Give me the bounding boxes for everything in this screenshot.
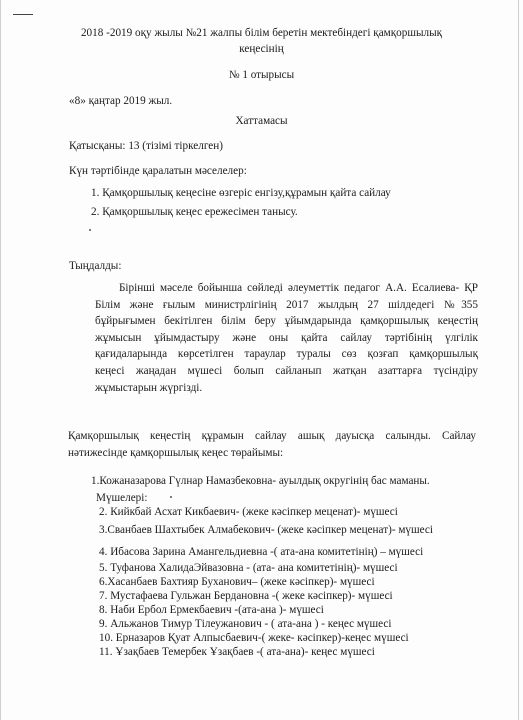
member-item: 10. Ерназаров Қуат Алпысбаевич-( жеке- кәсіпкер)-кеңес мүшесі bbox=[99, 632, 409, 644]
listened-heading: Тыңдалды: bbox=[69, 260, 122, 272]
stray-mark bbox=[170, 496, 172, 498]
agenda-heading: Күн тәртібінде қаралатын мәселелер: bbox=[69, 165, 247, 177]
paragraph-line: Білім және ғылым министрлігінің 2017 жылдың 27 шілдедегі №355 bbox=[95, 298, 478, 311]
listened-paragraph bbox=[95, 280, 478, 396]
paragraph-line: қағидаларында көрсетілген тараулар туралы сөз қозғап қамқоршылық bbox=[95, 348, 478, 361]
header-line-2: кеңесінің bbox=[239, 43, 284, 55]
document-date: «8» қаңтар 2019 жыл. bbox=[69, 95, 173, 107]
attendance-line: Қатысқаны: 13 (тізімі тіркелген) bbox=[69, 140, 223, 152]
document-title: Хаттамасы bbox=[235, 115, 288, 127]
scan-right-edge bbox=[518, 0, 519, 720]
paragraph-line: нәтижесінде қамқоршылық кеңес төрайымы: bbox=[68, 447, 284, 459]
session-number: № 1 отырысы bbox=[228, 69, 295, 81]
election-paragraph bbox=[68, 428, 476, 462]
paragraph-line: кеңесі жаңадан мүшесі болып сайланып жатқан азаттарға түсіндіру bbox=[95, 364, 478, 377]
paragraph-line: Қамқоршылық кеңестің құрамын сайлау ашық дауысқа салынды. Сайлау bbox=[68, 430, 476, 442]
member-item: 9. Альжанов Тимур Тілеужанович - ( ата-ана ) - кеңес мүшесі bbox=[99, 618, 392, 630]
members-label: Мүшелері: bbox=[96, 492, 148, 504]
agenda-item: 1. Қамқоршылық кеңесіне өзгеріс енгізу,құрамын қайта сайлау bbox=[91, 187, 391, 199]
member-item: 3.Сванбаев Шахтыбек Алмабекович- (жеке кәсіпкер меценат)- мүшесі bbox=[99, 524, 433, 536]
chair-line: 1.Кожаназарова Гүлнар Намазбековна- ауылдық округінің бас маманы. bbox=[91, 475, 430, 487]
paragraph-line: жұмыстарын жүргізді. bbox=[95, 381, 203, 394]
paragraph-line: бұйрығымен бекітілген білім беру ұйымдарында қамқоршылық кеңестің bbox=[95, 315, 478, 328]
member-item: 2. Кийкбай Асхат Кикбаевич- (жеке кәсіпкер меценат)- мүшесі bbox=[99, 506, 398, 518]
member-item: 11. Ұзақбаев Темербек Ұзақбаев -( ата-ана)- кеңес мүшесі bbox=[99, 646, 375, 658]
stray-mark bbox=[89, 229, 91, 231]
member-item: 5. Туфанова ХалидаЭйвазовна - (ата- ана комитетінің)- мүшесі bbox=[99, 562, 398, 574]
member-item: 4. Ибасова Зарина Амангельдиевна -( ата-ана комитетінің) – мүшесі bbox=[99, 546, 424, 558]
member-item: 7. Мустафаева Гульжан Бердановна -( жеке кәсіпкер)- мүшесі bbox=[99, 590, 393, 602]
scan-mark bbox=[13, 14, 33, 15]
scan-left-edge bbox=[0, 0, 1, 720]
header-line-1: 2018 -2019 оқу жылы №21 жалпы білім беретін мектебіндегі қамқоршылық bbox=[80, 27, 443, 39]
paragraph-line: Бірінші мәселе бойынша сөйледі әлеуметтік педагог А.А. Есалиева- ҚР bbox=[119, 282, 478, 294]
member-item: 6.Хасанбаев Бахтияр Буханович– (жеке кәсіпкер)- мүшесі bbox=[99, 576, 375, 588]
member-item: 8. Наби Ербол Ермекбаевич -(ата-ана )- мүшесі bbox=[99, 604, 324, 616]
paragraph-line: жұмысын ұйымдастыру және оны қайта сайлау тәртібінің үлгілік bbox=[95, 331, 478, 344]
agenda-item: 2. Қамқоршылық кеңес ережесімен танысу. bbox=[91, 206, 298, 218]
